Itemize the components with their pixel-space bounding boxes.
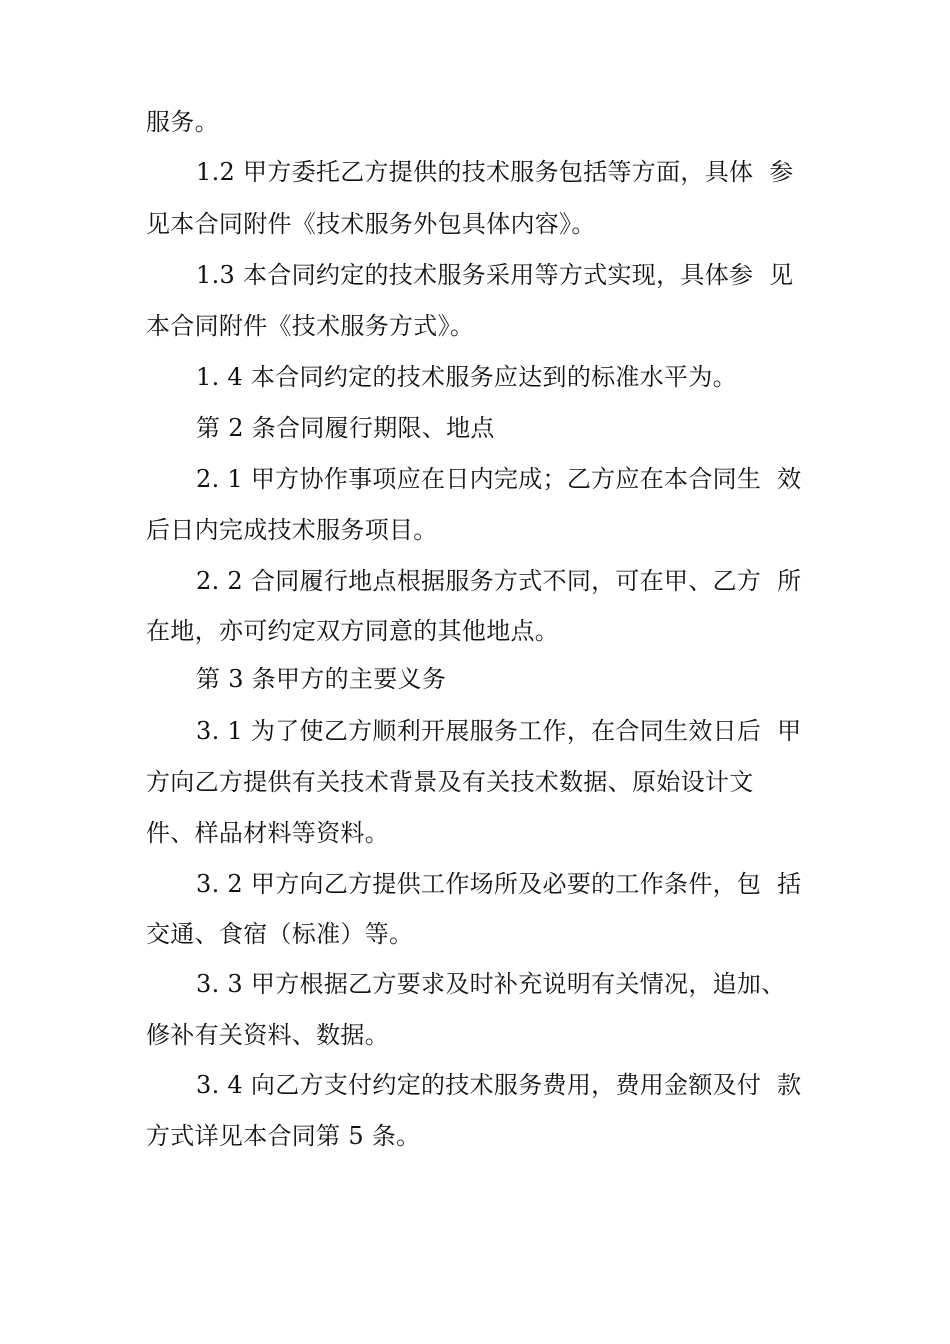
text-line: 件、样品材料等资料。 [146, 819, 389, 847]
text-line: 修补有关资料、数据。 [146, 1021, 389, 1049]
text-line: 3. 2 甲方向乙方提供工作场所及必要的工作条件，包 括 [196, 870, 802, 898]
text-line: 方式详见本合同第 5 条。 [146, 1122, 421, 1150]
text-line: 3. 4 向乙方支付约定的技术服务费用，费用金额及付 款 [196, 1071, 802, 1099]
text-line: 1.3 本合同约定的技术服务采用等方式实现，具体参 见 [196, 261, 794, 289]
text-line: 2. 2 合同履行地点根据服务方式不同，可在甲、乙方 所 [196, 567, 802, 595]
section-heading: 第 3 条甲方的主要义务 [196, 665, 447, 693]
text-line: 后日内完成技术服务项目。 [146, 516, 438, 544]
text-line: 3. 1 为了使乙方顺利开展服务工作，在合同生效日后 甲 [196, 717, 802, 745]
text-line: 方向乙方提供有关技术背景及有关技术数据、原始设计文 [146, 768, 754, 796]
section-heading: 第 2 条合同履行期限、地点 [196, 414, 495, 442]
text-line: 服务。 [146, 108, 219, 136]
text-line: 1. 4 本合同约定的技术服务应达到的标准水平为。 [196, 363, 737, 391]
text-line: 2. 1 甲方协作事项应在日内完成；乙方应在本合同生 效 [196, 465, 802, 493]
text-line: 1.2 甲方委托乙方提供的技术服务包括等方面，具体 参 [196, 158, 794, 186]
text-line: 在地，亦可约定双方同意的其他地点。 [146, 617, 560, 645]
text-line: 3. 3 甲方根据乙方要求及时补充说明有关情况，追加、 [196, 970, 786, 998]
text-line: 本合同附件《技术服务方式》。 [146, 312, 475, 340]
text-line: 交通、食宿（标准）等。 [146, 920, 414, 948]
text-line: 见本合同附件《技术服务外包具体内容》。 [146, 210, 596, 238]
